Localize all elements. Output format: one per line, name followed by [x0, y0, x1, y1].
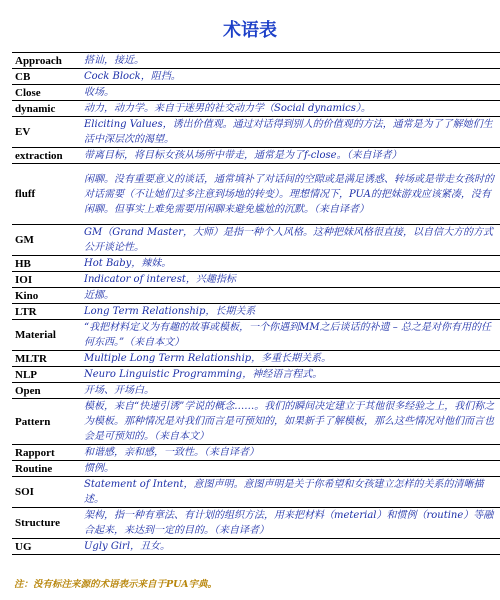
glossary-table — [12, 52, 500, 555]
term-cell: Routine — [15, 462, 53, 475]
glossary-row — [12, 85, 500, 101]
definition-cell: Neuro Linguistic Programming，神经语言程式。 — [84, 369, 323, 380]
glossary-row — [12, 367, 500, 383]
term-cell: Structure — [15, 517, 61, 529]
glossary-row — [12, 351, 500, 367]
page-title: 术语表 — [223, 20, 277, 41]
term-cell: IOI — [15, 273, 33, 286]
definition-cell: 动力，动力学。来自于迷男的社交动力学（Social dynamics）。 — [84, 103, 371, 114]
term-cell: HB — [15, 257, 31, 270]
term-cell: Open — [15, 384, 41, 397]
definition-cell: GM（Grand Master，大师）是指一种个人风格。这种把妹风格很直接，以自信大方的方式公开谈论性。 — [84, 227, 494, 253]
definition-cell: 带离目标，将目标女孩从场所中带走，通常是为了f-close。（来自译者） — [84, 150, 402, 161]
glossary-row — [12, 288, 500, 304]
footnote: 注：没有标注来源的术语表示来自于PUA宇典。 — [14, 579, 218, 590]
definition-cell: 搭讪，接近。 — [84, 55, 144, 66]
definition-cell: 和谐感，亲和感，一致性。（来自译者） — [84, 447, 259, 458]
glossary-row — [12, 461, 500, 477]
glossary-body — [12, 53, 500, 555]
glossary-row — [12, 508, 500, 539]
definition-cell: Statement of Intent，意图声明。意图声明是关于你希望和女孩建立怎样的关系的清晰描述。 — [84, 479, 484, 505]
term-cell: LTR — [15, 305, 37, 318]
term-cell: EV — [15, 126, 31, 138]
definition-cell: Ugly Girl，丑女。 — [84, 541, 171, 552]
glossary-row — [12, 320, 500, 351]
term-cell: extraction — [15, 149, 63, 162]
glossary-row — [12, 164, 500, 225]
glossary-row — [12, 256, 500, 272]
definition-cell: Indicator of interest，兴趣指标 — [84, 274, 236, 285]
term-cell: GM — [15, 234, 34, 246]
term-cell: dynamic — [15, 102, 56, 115]
term-cell: Pattern — [15, 415, 51, 428]
term-cell: Kino — [15, 289, 39, 302]
glossary-row — [12, 53, 500, 69]
glossary-row — [12, 477, 500, 508]
term-cell: Material — [15, 329, 56, 341]
term-cell: Close — [15, 86, 41, 99]
glossary-row — [12, 383, 500, 399]
glossary-row — [12, 148, 500, 164]
term-cell: fluff — [15, 188, 36, 200]
definition-cell: 开场、开场白。 — [84, 385, 154, 396]
glossary-row — [12, 272, 500, 288]
term-cell: UG — [15, 540, 32, 553]
definition-cell: Long Term Relationship，长期关系 — [84, 306, 256, 317]
definition-cell: 模板，来自“快速引诱”学说的概念……。我们的瞬间决定建立于其他很多经验之上，我们称之为模板。那种情况是对我们而言是可预知的，如果新手了解模板，那么这些情况对他们而言也会是可预知的。（来自本文） — [84, 401, 495, 442]
definition-cell: Hot Baby，辣妹。 — [84, 258, 172, 269]
definition-cell: 架构，指一种有章法、有计划的组织方法，用来把材料（meterial）和惯例（routine）等融合起来，来达到一定的目的。（来自译者） — [84, 510, 494, 536]
glossary-row — [12, 117, 500, 148]
term-cell: SOI — [15, 486, 34, 498]
definition-cell: 闲聊。没有重要意义的谈话，通常填补了对话间的空隙或是满足诱惑、转场或是带走女孩时的对话需要（不让她们过多注意到场地的转变）。理想情况下，PUA的把妹游戏应该紧凑，没有闲聊。但事实上难免需要用闲聊来避免尴尬的沉默。（来自译者） — [84, 173, 494, 215]
glossary-row — [12, 539, 500, 555]
term-cell: NLP — [15, 368, 37, 381]
definition-cell: Multiple Long Term Relationship，多重长期关系。 — [84, 353, 332, 364]
glossary-row — [12, 101, 500, 117]
definition-cell: 惯例。 — [84, 463, 114, 474]
definition-cell: 收场。 — [84, 87, 114, 98]
glossary-row — [12, 69, 500, 85]
definition-cell: Eliciting Values，诱出价值观。通过对话得到别人的价值观的方法，通常是为了了解她们生活中深层次的渴望。 — [84, 119, 493, 145]
term-cell: Approach — [15, 54, 62, 67]
glossary-row — [12, 304, 500, 320]
term-cell: CB — [15, 70, 31, 83]
term-cell: Rapport — [15, 446, 55, 459]
definition-cell: Cock Block，阻挡。 — [84, 71, 181, 82]
glossary-row — [12, 445, 500, 461]
term-cell: MLTR — [15, 352, 47, 365]
definition-cell: 近挪。 — [84, 290, 114, 301]
glossary-row — [12, 225, 500, 256]
definition-cell: “我把材料定义为有趣的故事或模板，一个你遇到MM之后谈话的补遗 – 总之是对你有用的任何东西。”（来自本文） — [84, 322, 491, 348]
glossary-row — [12, 399, 500, 445]
